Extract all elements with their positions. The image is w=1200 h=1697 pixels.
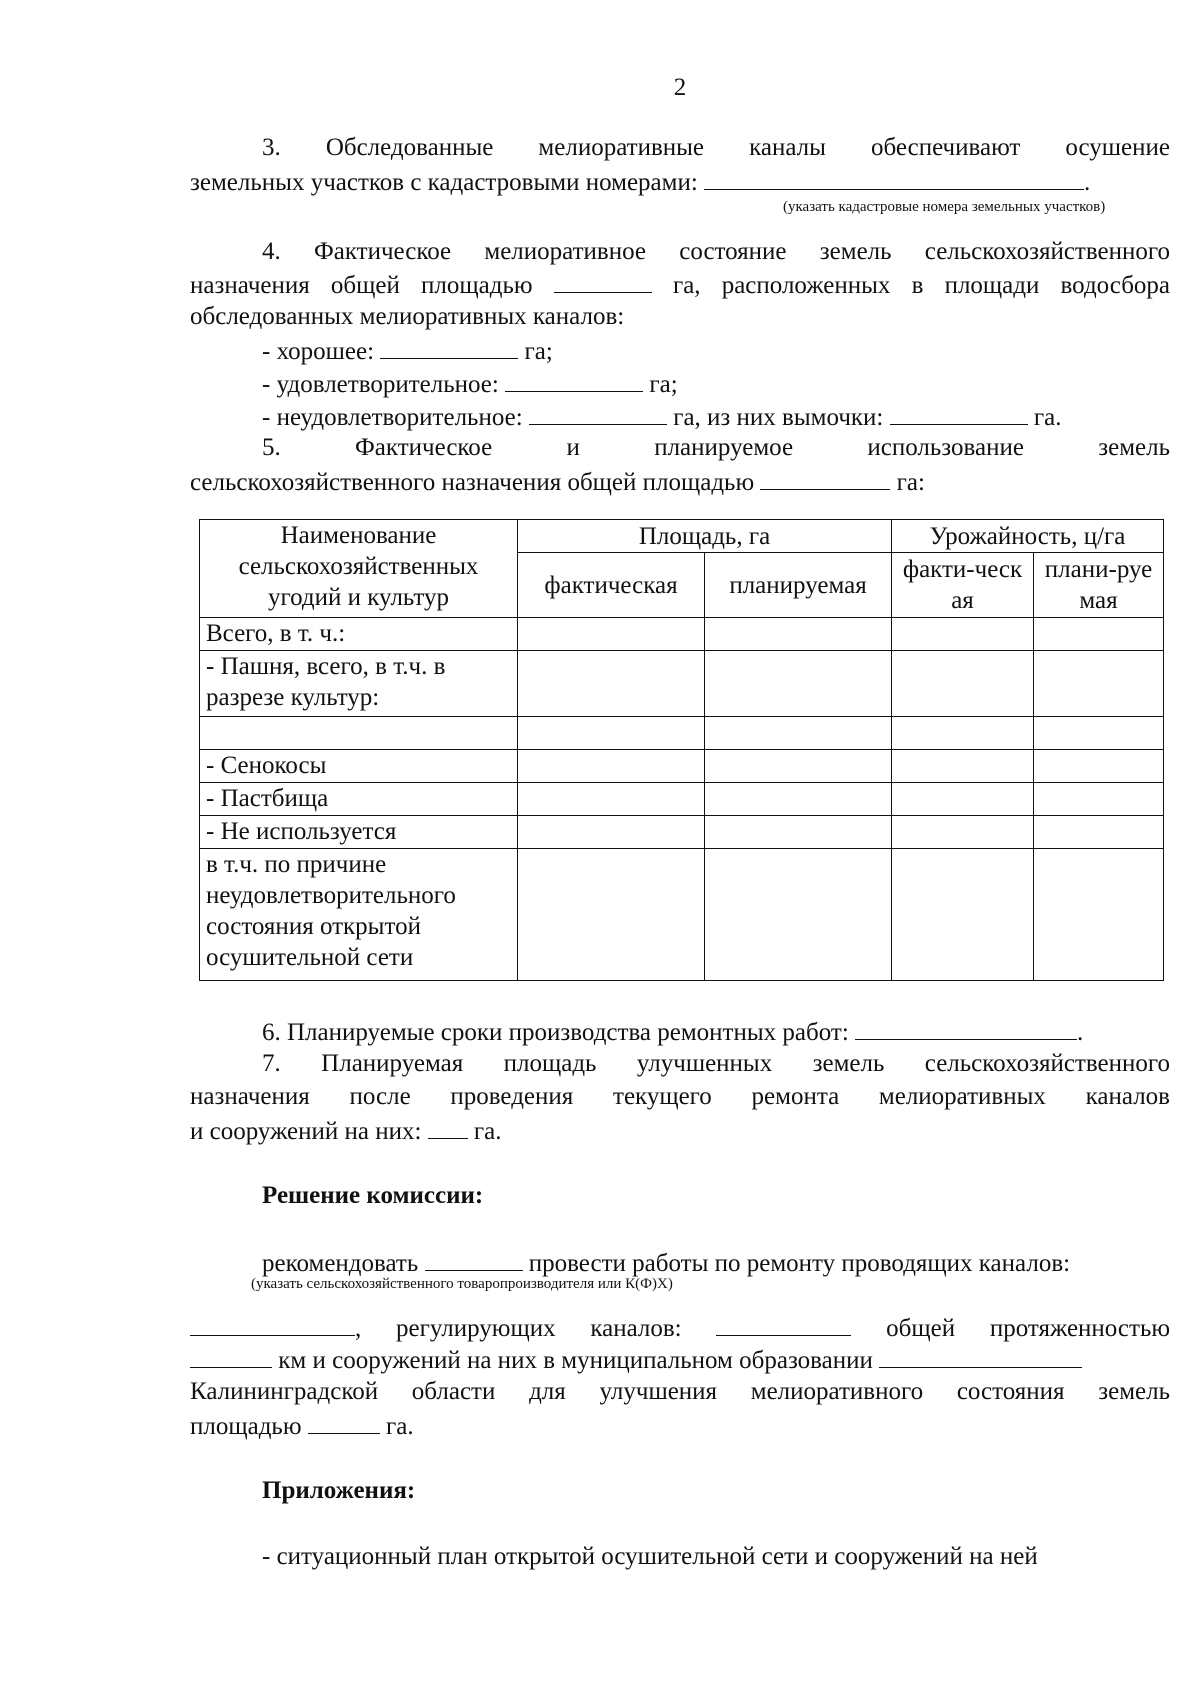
- page-number: 2: [673, 74, 687, 101]
- decision-line3-text: км и сооружений на них в муниципальном образовании: [278, 1347, 873, 1374]
- row-label-hayfields: - Сенокосы: [200, 750, 518, 783]
- row-label-unused: - Не используется: [200, 816, 518, 849]
- item6-label: 6. Планируемые сроки производства ремонтных работ:: [262, 1019, 849, 1046]
- decision-line5-a: площадью: [190, 1413, 302, 1440]
- table-cell[interactable]: [705, 717, 892, 750]
- item3-line1: 3. Обследованные мелиоративные каналы обеспечивают осушение: [262, 134, 1170, 161]
- table-cell[interactable]: [705, 783, 892, 816]
- table-cell[interactable]: [892, 651, 1034, 717]
- decision-line4: Калининградской области для улучшения мелиоративного состояния земель: [190, 1378, 1170, 1405]
- item6: [190, 1015, 1170, 1048]
- satisfactory-unit: га;: [649, 371, 678, 398]
- item5-line2-b: га:: [896, 469, 925, 496]
- item3-hint: (указать кадастровые номера земельных участков): [783, 199, 1106, 215]
- item7-line3-a: и сооружений на них:: [190, 1118, 422, 1145]
- total-area-blank[interactable]: [554, 268, 652, 293]
- municipality-blank[interactable]: [879, 1343, 1082, 1368]
- decision-hint: (указать сельскохозяйственного товаропроизводителя или К(Ф)Х): [251, 1276, 673, 1292]
- improved-area-blank[interactable]: [428, 1114, 468, 1139]
- decision-line5-b: га.: [386, 1413, 414, 1440]
- good-label: - хорошее:: [262, 338, 375, 365]
- improvement-area-blank[interactable]: [308, 1409, 380, 1434]
- appendix-item: - ситуационный план открытой осушительной сети и сооружений на ней: [262, 1543, 1038, 1570]
- channels-blank[interactable]: [190, 1311, 355, 1336]
- row-label-empty: [200, 717, 518, 750]
- item7-line3: [190, 1114, 1170, 1147]
- table-cell[interactable]: [705, 651, 892, 717]
- decision-line3: [190, 1343, 1170, 1376]
- recommend-rest: провести работы по ремонту проводящих каналов:: [528, 1250, 1071, 1277]
- table-cell[interactable]: [892, 717, 1034, 750]
- item4-line2: [190, 268, 1170, 301]
- row-label-unused-reason: в т.ч. по причине неудовлетворительного состояния открытой осушительной сети: [200, 849, 518, 981]
- producer-blank[interactable]: [425, 1246, 523, 1271]
- table-cell[interactable]: [518, 750, 705, 783]
- good-area-blank[interactable]: [380, 334, 518, 359]
- repair-dates-blank[interactable]: [855, 1015, 1077, 1040]
- decision-heading: Решение комиссии:: [262, 1182, 484, 1209]
- header-yield: Урожайность, ц/га: [892, 520, 1164, 553]
- header-yield-actual: факти-ческая: [892, 553, 1034, 618]
- table-cell[interactable]: [892, 750, 1034, 783]
- table-cell[interactable]: [1034, 717, 1164, 750]
- item3-end: .: [1084, 169, 1091, 196]
- table-cell[interactable]: [892, 618, 1034, 651]
- decision-line5: [190, 1409, 1170, 1442]
- item6-end: .: [1077, 1019, 1084, 1046]
- table-cell[interactable]: [1034, 750, 1164, 783]
- unsatisfactory-unit: га.: [1033, 404, 1062, 431]
- unsatisfactory-label: - неудовлетворительное:: [262, 404, 523, 431]
- item4-line3: обследованных мелиоративных каналов:: [190, 303, 625, 330]
- table-cell[interactable]: [705, 849, 892, 981]
- table-cell[interactable]: [1034, 816, 1164, 849]
- waterlogged-area-blank[interactable]: [890, 400, 1028, 425]
- satisfactory-area-blank[interactable]: [505, 367, 643, 392]
- item5-line2-a: сельскохозяйственного назначения общей площадью: [190, 469, 755, 496]
- header-name: Наименование сельскохозяйственных угодий и культур: [200, 520, 518, 618]
- table-cell[interactable]: [892, 816, 1034, 849]
- table-cell[interactable]: [1034, 651, 1164, 717]
- header-yield-planned: плани-руемая: [1034, 553, 1164, 618]
- cadastral-numbers-blank[interactable]: [704, 165, 1084, 190]
- item5-line2: [190, 465, 1170, 498]
- item7-line1: 7. Планируемая площадь улучшенных земель сельскохозяйственного: [262, 1050, 1170, 1077]
- table-cell[interactable]: [518, 849, 705, 981]
- table-cell[interactable]: [518, 717, 705, 750]
- item4-line2-b: га, расположенных в площади водосбора: [672, 272, 1171, 299]
- decision-line2: [190, 1311, 1170, 1344]
- table-cell[interactable]: [518, 783, 705, 816]
- unsatisfactory-mid: га, из них вымочки:: [673, 404, 884, 431]
- appendix-heading: Приложения:: [262, 1477, 416, 1504]
- item7-line2: назначения после проведения текущего ремонта мелиоративных каналов: [190, 1083, 1170, 1110]
- row-label-total: Всего, в т. ч.:: [200, 618, 518, 651]
- item4-line1: 4. Фактическое мелиоративное состояние земель сельскохозяйственного: [262, 238, 1170, 265]
- regulating-channels-blank[interactable]: [716, 1311, 851, 1336]
- row-label-pastures: - Пастбища: [200, 783, 518, 816]
- item4-unsatisfactory: [190, 400, 1170, 433]
- land-use-table: [199, 519, 1164, 981]
- usage-area-blank[interactable]: [760, 465, 890, 490]
- row-label-arable: - Пашня, всего, в т.ч. в разрезе культур:: [200, 651, 518, 717]
- good-unit: га;: [524, 338, 553, 365]
- recommend-label: рекомендовать: [262, 1250, 419, 1277]
- table-cell[interactable]: [1034, 783, 1164, 816]
- item3-label: земельных участков с кадастровыми номерами:: [190, 169, 698, 196]
- header-area: Площадь, га: [518, 520, 892, 553]
- item4-good: [190, 334, 1170, 367]
- table-cell[interactable]: [1034, 849, 1164, 981]
- header-area-actual: фактическая: [518, 553, 705, 618]
- length-km-blank[interactable]: [190, 1343, 272, 1368]
- header-area-planned: планируемая: [705, 553, 892, 618]
- item5-line1: 5. Фактическое и планируемое использование земель: [262, 434, 1170, 461]
- table-cell[interactable]: [705, 618, 892, 651]
- table-cell[interactable]: [518, 618, 705, 651]
- item4-satisfactory: [190, 367, 1170, 400]
- table-cell[interactable]: [892, 849, 1034, 981]
- table-cell[interactable]: [518, 651, 705, 717]
- decision-line2-a: , регулирующих каналов:: [355, 1315, 682, 1342]
- table-cell[interactable]: [705, 750, 892, 783]
- table-cell[interactable]: [892, 783, 1034, 816]
- item7-line3-b: га.: [473, 1118, 502, 1145]
- item3-line2: [190, 165, 1170, 198]
- table-cell[interactable]: [1034, 618, 1164, 651]
- satisfactory-label: - удовлетворительное:: [262, 371, 499, 398]
- table-cell[interactable]: [705, 816, 892, 849]
- table-cell[interactable]: [518, 816, 705, 849]
- decision-line2-b: общей протяженностью: [886, 1315, 1171, 1342]
- item4-line2-a: назначения общей площадью: [190, 272, 533, 299]
- unsatisfactory-area-blank[interactable]: [529, 400, 667, 425]
